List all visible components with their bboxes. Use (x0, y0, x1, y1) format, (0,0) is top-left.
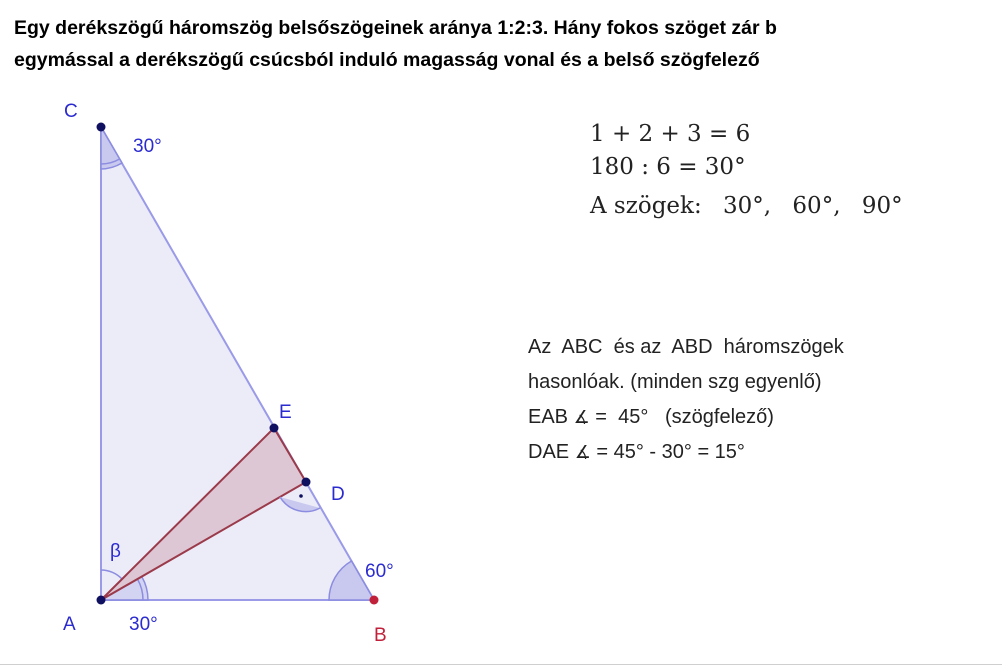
problem-line-1: Egy derékszögű háromszög belsőszögeinek aránya 1:2:3. Hány fokos szöget zár b (14, 17, 777, 39)
problem-line-2: egymással a derékszögű csúcsból induló magasság vonal és a belső szögfelező (14, 49, 760, 71)
label-b: B (374, 625, 387, 646)
right-angle-dot (299, 494, 303, 498)
note-line-3-pre: EAB (528, 406, 574, 428)
note-line-2: hasonlóak. (minden szg egyenlő) (528, 371, 822, 393)
note-line-1: Az ABC és az ABD háromszögek (528, 336, 844, 358)
angles-prefix: A szögek: (590, 193, 702, 219)
note-line-4-post: = 45° - 30° = 15° (590, 441, 745, 463)
label-d: D (331, 484, 345, 505)
angle-value-1: 30°, (723, 193, 772, 219)
label-angle-a: 30° (129, 614, 158, 635)
label-beta: β (110, 541, 121, 562)
explanation-block (528, 330, 908, 470)
point-d (302, 478, 311, 487)
label-a: A (63, 614, 76, 635)
point-a (97, 596, 106, 605)
point-e (270, 424, 279, 433)
angle-value-2: 60°, (792, 193, 841, 219)
label-c: C (64, 101, 78, 122)
label-angle-b: 60° (365, 561, 394, 582)
angle-symbol: ∡ (573, 407, 590, 427)
formula-line-1: 1 + 2 + 3 = 6 (590, 121, 751, 147)
note-line-4 (528, 435, 908, 470)
note-line-4-pre: DAE (528, 441, 575, 463)
point-b (370, 596, 379, 605)
triangle-abc (101, 127, 374, 600)
formula-line-3 (590, 190, 903, 223)
formula-line-2: 180 : 6 = 30° (590, 154, 746, 180)
label-angle-c: 30° (133, 136, 162, 157)
calculation-block (590, 118, 903, 223)
note-line-3 (528, 400, 908, 435)
point-c (97, 123, 106, 132)
label-e: E (279, 402, 292, 423)
angle-symbol: ∡ (574, 442, 591, 462)
angle-value-3: 90° (861, 193, 903, 219)
bottom-divider (0, 664, 1002, 665)
note-line-3-post: = 45° (szögfelező) (589, 406, 774, 428)
